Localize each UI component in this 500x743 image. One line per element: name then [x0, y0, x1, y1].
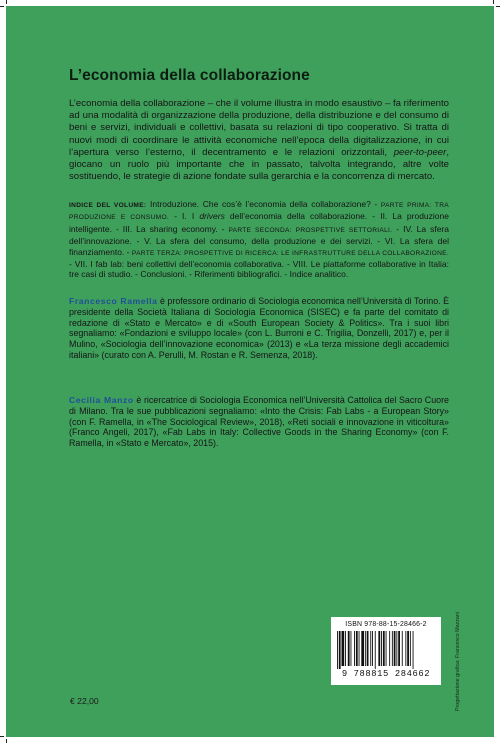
barcode-bar: [348, 631, 350, 666]
crop-mark: [493, 0, 494, 4]
barcode-bar: [402, 631, 403, 666]
barcode-bar: [383, 631, 385, 666]
intro-text-1: L’economia della collaborazione – che il volume illustra in modo esaustivo – fa riferimento ad una modalità di organizzazione della produzione, della distribuzione e del consumo di beni e servizi, individuali e collettivi, basata su relazioni di tipo cooperativo. Si tratta di nuovi modi di coordinare le attività economiche nell’epoca della digitalizzazione, in cui l’apertura verso l’esterno, il decentramento e le relazioni orizzontali,: [69, 98, 449, 158]
barcode-bar: [370, 631, 371, 666]
intro-emphasis: peer-to-peer: [393, 146, 447, 158]
price-label: € 22,00: [70, 696, 99, 706]
barcode-bar: [339, 631, 341, 669]
barcode-bar: [413, 631, 414, 669]
barcode-bar: [396, 631, 397, 666]
barcode-bar: [405, 631, 406, 666]
barcode-number: 9 788815 284662: [341, 669, 431, 679]
barcode-bar: [351, 631, 352, 666]
barcode-bar: [367, 631, 369, 666]
barcode-bar: [389, 631, 390, 666]
barcode-block: [331, 617, 441, 685]
toc-part-2: PARTE SECONDA: PROSPETTIVE SETTORIALI.: [228, 226, 393, 234]
barcode-bar: [398, 631, 400, 666]
design-credit: Progettazione grafica: Francesco Mazzani: [455, 612, 461, 711]
barcode-bar: [361, 631, 364, 666]
barcode-bar: [386, 631, 387, 666]
toc-text-5: - VII. I fab lab: beni collettivi dell’economia collaborativa. - VIII. Le piattaforme collaborative in Italia: tre casi di studio. - Conclusioni. - Riferimenti bibliografici. - Indice analitico.: [69, 259, 449, 280]
book-title: L’economia della collaborazione: [69, 67, 310, 84]
crop-mark: [496, 6, 500, 7]
barcode-bar: [337, 631, 338, 669]
barcode-bar: [342, 631, 345, 666]
table-of-contents: [69, 199, 449, 280]
barcode-bar: [359, 631, 360, 666]
toc-part-1: PARTE PRIMA: TRA PRODUZIONE E CONSUMO.: [69, 202, 449, 222]
toc-text-1: Introduzione. Che cos’è l’economia della collaborazione? -: [146, 199, 381, 209]
crop-mark: [6, 0, 7, 4]
author-name-manzo: Cecilia Manzo: [69, 395, 134, 405]
toc-heading: INDICE DEL VOLUME:: [69, 202, 147, 209]
barcode-bar: [354, 631, 355, 666]
toc-text-2: - I. I: [169, 211, 200, 222]
intro-paragraph: [69, 98, 449, 183]
author-bio-text-manzo: è ricercatrice di Sociologia Economica nell’Università Cattolica del Sacro Cuore di Milano. Tra le sue pubblicazioni segnaliamo: «Into the Crisis: Fab Labs - a European Story» (con F. Ramella, in «The Sociological Review», 2018), «Reti sociali e innovazione in viticoltura» (Franco Angeli, 2017), «Fab Labs in Italy: Collective Goods in the Sharing Economy» (con F. Ramella, in «Stato e Mercato», 2015).: [69, 395, 449, 449]
author-name-ramella: Francesco Ramella: [69, 296, 158, 306]
toc-drivers: drivers: [199, 211, 225, 222]
barcode-bar: [392, 631, 393, 666]
intro-text-2: , giocano un ruolo più importante che in passato, talvolta integrando, altre volte sostituendo, le strategie di azione fondate sulla gerarchia e la concorrenza di mercato.: [69, 146, 449, 183]
barcode-bar: [372, 631, 373, 666]
crop-mark: [0, 736, 4, 737]
toc-part-3: PARTE TERZA: PROSPETTIVE DI RICERCA: LE INFRASTRUTTURE DELLA COLLABORAZIONE.: [131, 249, 449, 257]
crop-mark: [0, 6, 4, 7]
author-bio-manzo: [69, 395, 449, 449]
crop-mark: [6, 739, 7, 743]
author-bio-ramella: [69, 296, 449, 361]
barcode-bar: [365, 631, 366, 666]
barcode-bar: [375, 631, 376, 669]
barcode-bar: [381, 631, 382, 666]
barcode-bar: [356, 631, 358, 666]
toc-text-4: - IV. La sfera dell’innovazione. - V. La sfera del consumo, della produzione e dei servizi. - VI. La sfera del finanziamento. -: [69, 223, 449, 257]
author-bio-text-ramella: è professore ordinario di Sociologia economica nell’Università di Torino. È presidente della Società Italiana di Sociologia Economica (SISEC) e fa parte del comitato di redazione di «Stato e Mercato» e di «South European Society & Politics». Tra i suoi libri segnaliamo: «Fondazioni e sviluppo locale» (con L. Burroni e C. Trigilia, Donzelli, 2017) e, per il Mulino, «Sociologia dell’innovazione economica» (2013) e «La terza missione degli accademici italiani» (curato con A. Perulli, M. Rostan e R. Semenza, 2018).: [69, 296, 449, 360]
isbn-label: ISBN 978-88-15-28466-2: [345, 621, 427, 628]
toc-text-3: dell’economia della collaborazione. - II. La produzione intelligente. - III. La sharing economy. -: [69, 211, 449, 234]
barcode-bar: [394, 631, 396, 666]
barcode-bar: [378, 631, 380, 666]
back-cover: [6, 6, 494, 737]
barcode-bar: [410, 631, 411, 666]
barcode-icon: [335, 631, 437, 669]
barcode-bar: [345, 631, 346, 666]
barcode-bar: [407, 631, 409, 666]
